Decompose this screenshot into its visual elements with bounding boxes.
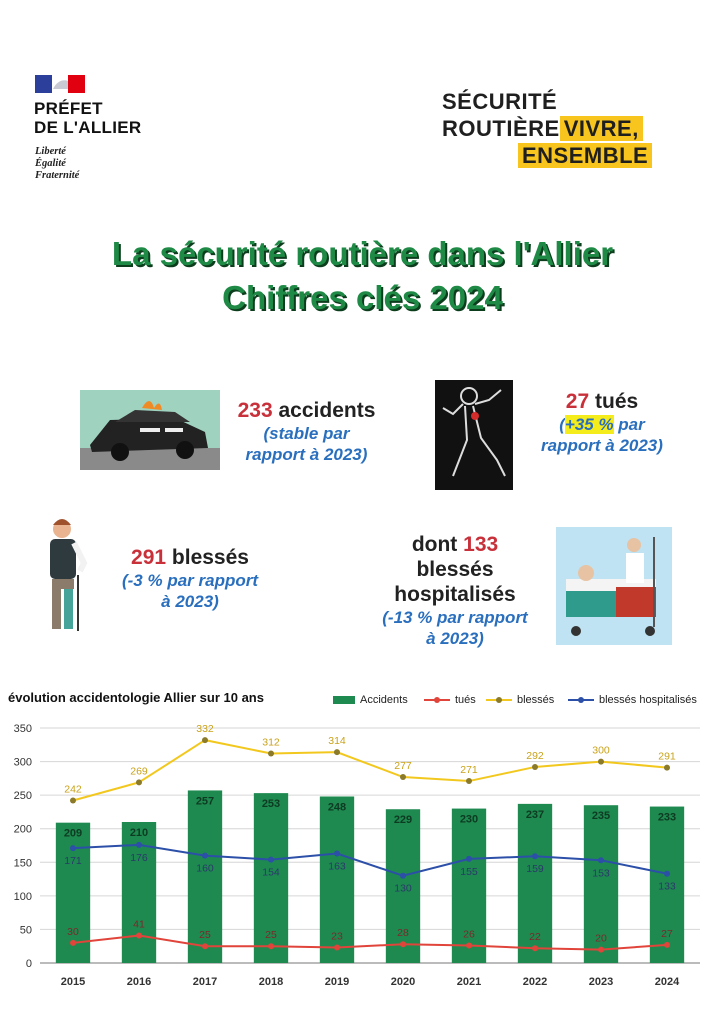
point-blesses bbox=[400, 774, 406, 780]
data-label-blesses: 292 bbox=[526, 749, 544, 762]
data-label-hospitalises: 160 bbox=[196, 862, 214, 875]
data-label-hospitalises: 154 bbox=[262, 866, 280, 879]
point-hospitalises bbox=[400, 873, 406, 879]
point-tues bbox=[268, 943, 274, 949]
bar-value-label: 233 bbox=[657, 811, 677, 824]
point-blesses bbox=[466, 778, 472, 784]
x-tick-label: 2021 bbox=[456, 976, 482, 988]
data-label-hospitalises: 171 bbox=[64, 855, 82, 868]
point-blesses bbox=[70, 798, 76, 804]
x-tick-label: 2023 bbox=[588, 976, 614, 988]
tues-number: 27 bbox=[565, 390, 590, 413]
stat-blesses bbox=[100, 545, 280, 612]
point-hospitalises bbox=[70, 845, 76, 851]
stat-hospitalises bbox=[355, 532, 555, 649]
legend-swatch-hospitalises bbox=[568, 695, 594, 705]
marianne-flag-logo bbox=[35, 75, 85, 93]
bar-value-label: 257 bbox=[195, 795, 215, 808]
y-tick-label: 300 bbox=[13, 756, 32, 769]
data-label-hospitalises: 130 bbox=[394, 882, 412, 895]
overturned-car-icon bbox=[80, 390, 220, 470]
legend-tues bbox=[424, 693, 476, 707]
republic-motto bbox=[35, 146, 79, 182]
accidents-sub-2: rapport à 2023) bbox=[245, 445, 368, 464]
point-hospitalises bbox=[532, 853, 538, 859]
y-tick-label: 250 bbox=[13, 790, 32, 803]
bar-value-label: 248 bbox=[327, 801, 347, 814]
sr-line-3: ENSEMBLE bbox=[518, 143, 652, 168]
data-label-hospitalises: 163 bbox=[328, 860, 346, 873]
data-label-blesses: 312 bbox=[262, 736, 280, 749]
legend-blesses bbox=[486, 693, 554, 707]
x-tick-label: 2018 bbox=[258, 976, 284, 988]
data-label-blesses: 242 bbox=[64, 783, 82, 796]
point-blesses bbox=[334, 749, 340, 755]
point-hospitalises bbox=[202, 853, 208, 859]
x-tick-label: 2017 bbox=[192, 976, 218, 988]
data-label-tues: 26 bbox=[463, 928, 475, 941]
line-hospitalises bbox=[73, 845, 667, 876]
line-blesses bbox=[73, 740, 667, 800]
x-tick-label: 2020 bbox=[390, 976, 416, 988]
stat-tues bbox=[522, 389, 682, 456]
point-hospitalises bbox=[268, 857, 274, 863]
point-tues bbox=[136, 932, 142, 938]
chart-title: évolution accidentologie Allier sur 10 ans bbox=[8, 690, 264, 705]
legend-accidents bbox=[333, 693, 408, 707]
data-label-hospitalises: 155 bbox=[460, 865, 478, 878]
point-tues bbox=[598, 947, 604, 953]
prefet-line-2: DE L'ALLIER bbox=[34, 118, 142, 137]
x-tick-label: 2019 bbox=[324, 976, 350, 988]
sr-line-2a: ROUTIÈRE bbox=[442, 116, 560, 141]
y-tick-label: 50 bbox=[19, 924, 32, 937]
point-blesses bbox=[136, 779, 142, 785]
blesses-label: blessés bbox=[171, 546, 249, 569]
evolution-chart bbox=[0, 715, 725, 995]
blesses-sub-1: (-3 % par rapport bbox=[121, 571, 259, 590]
point-blesses bbox=[598, 759, 604, 765]
data-label-tues: 25 bbox=[199, 929, 211, 942]
point-blesses bbox=[664, 765, 670, 771]
blesses-sub-2: à 2023) bbox=[161, 592, 219, 611]
legend-label-hospitalises: blessés hospitalisés bbox=[599, 694, 697, 706]
tues-pct: +35 % bbox=[564, 415, 614, 434]
data-label-tues: 27 bbox=[661, 927, 673, 940]
accidents-label: accidents bbox=[278, 399, 376, 422]
legend-label-tues: tués bbox=[455, 694, 476, 706]
hosp-number: 133 bbox=[463, 533, 499, 556]
accidents-number: 233 bbox=[237, 399, 273, 422]
motto-fraternite: Fraternité bbox=[35, 170, 80, 181]
x-tick-label: 2015 bbox=[60, 976, 86, 988]
injured-person-icon bbox=[40, 515, 90, 635]
point-tues bbox=[532, 945, 538, 951]
data-label-blesses: 314 bbox=[328, 735, 346, 748]
bar-value-label: 235 bbox=[591, 810, 611, 823]
point-tues bbox=[400, 941, 406, 947]
bar-value-label: 237 bbox=[525, 808, 545, 821]
point-tues bbox=[664, 942, 670, 948]
legend-label-blesses: blessés bbox=[517, 694, 555, 706]
accidents-sub-1: (stable par bbox=[263, 424, 350, 443]
hosp-sub-2: à 2023) bbox=[426, 629, 484, 648]
tues-sub-2: rapport à 2023) bbox=[541, 436, 663, 455]
body-outline-icon bbox=[435, 380, 513, 490]
point-hospitalises bbox=[136, 842, 142, 848]
point-hospitalises bbox=[466, 856, 472, 862]
data-label-tues: 25 bbox=[265, 929, 277, 942]
point-hospitalises bbox=[598, 857, 604, 863]
data-label-hospitalises: 133 bbox=[658, 880, 676, 893]
x-tick-label: 2016 bbox=[126, 976, 152, 988]
legend-swatch-blesses bbox=[486, 695, 512, 705]
hosp-prefix: dont bbox=[411, 533, 458, 556]
bar-value-label: 210 bbox=[129, 827, 149, 839]
data-label-blesses: 291 bbox=[658, 750, 676, 763]
tues-label: tués bbox=[595, 390, 639, 413]
data-label-tues: 20 bbox=[595, 932, 607, 945]
securite-routiere-logo bbox=[442, 88, 652, 169]
data-label-hospitalises: 176 bbox=[130, 851, 148, 864]
sr-line-1: SÉCURITÉ bbox=[442, 89, 558, 114]
motto-egalite: Égalité bbox=[35, 158, 66, 169]
data-label-hospitalises: 159 bbox=[526, 863, 544, 876]
point-tues bbox=[466, 943, 472, 949]
data-label-blesses: 277 bbox=[394, 760, 412, 773]
tues-open-paren: ( bbox=[559, 415, 565, 434]
point-blesses bbox=[202, 737, 208, 743]
data-label-tues: 28 bbox=[397, 927, 409, 940]
hosp-sub-1: (-13 % par rapport bbox=[382, 608, 528, 627]
data-label-blesses: 300 bbox=[592, 744, 610, 757]
point-tues bbox=[70, 940, 76, 946]
legend-hospitalises bbox=[568, 693, 697, 707]
prefet-name bbox=[34, 99, 141, 137]
point-hospitalises bbox=[664, 871, 670, 877]
blesses-number: 291 bbox=[131, 546, 167, 569]
point-blesses bbox=[532, 764, 538, 770]
bar-value-label: 229 bbox=[393, 814, 413, 827]
y-tick-label: 0 bbox=[25, 958, 32, 970]
bar-value-label: 253 bbox=[261, 798, 281, 811]
legend-label-accidents: Accidents bbox=[360, 694, 408, 706]
data-label-hospitalises: 153 bbox=[592, 867, 610, 880]
data-label-tues: 23 bbox=[331, 930, 343, 943]
bar-value-label: 230 bbox=[459, 813, 479, 826]
sr-line-2b: VIVRE, bbox=[560, 116, 643, 141]
y-tick-label: 100 bbox=[13, 890, 32, 903]
point-blesses bbox=[268, 751, 274, 757]
hospital-bed-icon bbox=[556, 527, 672, 645]
data-label-blesses: 271 bbox=[460, 764, 478, 777]
legend-swatch-accidents bbox=[333, 696, 355, 704]
tues-sub-1: par bbox=[613, 415, 645, 434]
bar-value-label: 209 bbox=[63, 827, 83, 840]
title-line-1: La sécurité routière dans l'Allier bbox=[111, 235, 614, 272]
title-line-2: Chiffres clés 2024 bbox=[222, 279, 503, 316]
y-tick-label: 350 bbox=[13, 723, 32, 735]
page-title bbox=[0, 232, 725, 320]
data-label-blesses: 269 bbox=[130, 765, 148, 778]
hosp-line-2: blessés bbox=[416, 558, 494, 581]
point-tues bbox=[202, 943, 208, 949]
point-hospitalises bbox=[334, 851, 340, 857]
data-label-blesses: 332 bbox=[196, 723, 214, 736]
prefet-line-1: PRÉFET bbox=[34, 99, 103, 118]
y-tick-label: 200 bbox=[13, 823, 32, 836]
motto-liberte: Liberté bbox=[35, 146, 66, 157]
data-label-tues: 30 bbox=[67, 925, 79, 938]
data-label-tues: 22 bbox=[529, 931, 541, 944]
legend-swatch-tues bbox=[424, 695, 450, 705]
point-tues bbox=[334, 945, 340, 951]
x-tick-label: 2022 bbox=[522, 976, 548, 988]
x-tick-label: 2024 bbox=[654, 976, 680, 988]
stat-accidents bbox=[224, 398, 389, 465]
data-label-tues: 41 bbox=[133, 918, 145, 931]
hosp-line-3: hospitalisés bbox=[394, 583, 516, 606]
y-tick-label: 150 bbox=[13, 857, 32, 870]
